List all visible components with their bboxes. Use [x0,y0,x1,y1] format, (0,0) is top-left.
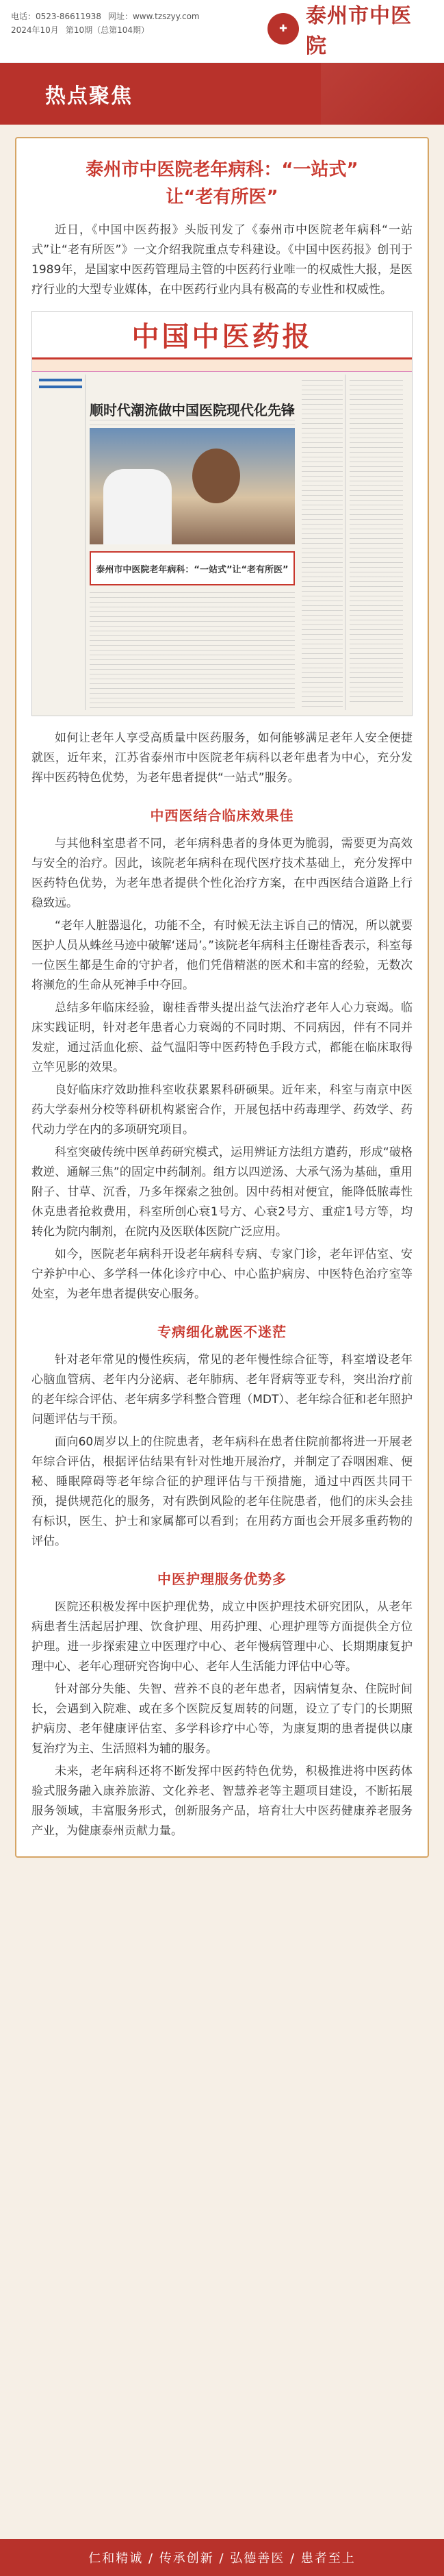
section-heading-1: 中西医结合临床效果佳 [150,807,294,824]
date-text: 2024年10月 [11,25,59,35]
newspaper-right-column [345,375,406,710]
section1-paragraph: 良好临床疗效助推科室收获累累科研硕果。近年来，科室与南京中医药大学泰州分校等科研机构紧密合作，开展包括中药毒理学、药效学、药代动力学在内的多项研究项目。 [31,1083,413,1137]
intro-paragraph-1: 近日，《中国中医药报》头版刊发了《泰州市中医院老年病科“一站式”让“老有所医”》一文介绍我院重点专科建设。《中国中医药报》创刊于1989年，是国家中医药管理局主管的中医药行业唯一的权威性大报，是医疗行业的大型专业媒体，在中医药行业内具有极高的专业性和权威性。 [31,223,413,296]
banner-decoration [321,63,444,125]
header-meta [11,10,207,37]
issue-text: 第10期（总第104期） [65,25,149,35]
section2-paragraph: 面向60周岁以上的住院患者，老年病科在患者住院前都将进一开展老年综合评估，根据评估结果有针对性地开展治疗，并制定了吞咽困难、便秘、睡眠障碍等老年综合征的护理评估与干预措施，通过中西医共同干预，提供规范化的服务，对有跌倒风险的老年住院患者，他们的床头会挂有标识，医生、护士和家属都可以看到；在用药方面也会开展多重药物的评估。 [31,1435,413,1548]
newspaper-text-block [350,380,403,702]
header-bar [0,0,444,63]
section1-paragraph: 与其他科室患者不同，老年病科患者的身体更为脆弱，需要更为高效与安全的治疗。因此，该院老年病科在现代医疗技术基础上，充分发挥中医药特色优势，为老年患者提供个性化治疗方案，在中西医结合道路上行稳致远。 [31,837,413,910]
section1-paragraph: 总结多年临床经验，谢桂香带头提出益气法治疗老年人心力衰竭。临床实践证明，针对老年患者心力衰竭的不同时期、不同病因，伴有不同并发症，通过活血化瘀、益气温阳等中医药特色手段方式，都能在临床取得立竿见影的效果。 [31,1001,413,1074]
article-title-line1: 泰州市中医院老年病科：“一站式” [86,160,358,180]
logo-emblem-icon: ✚ [267,13,299,45]
newspaper-subbar [32,359,412,372]
section-banner [0,63,444,125]
logo-text: 泰州市中医院 [306,4,412,58]
newspaper-tag [39,386,82,388]
article-title [31,156,413,211]
section2-paragraph: 针对老年常见的慢性疾病，常见的老年慢性综合征等，科室增设老年心脑血管病、老年内分泌病、老年肺病、老年肾病等亚专科，突出治疗前的老年综合评估、老年病多学科整合管理（MDT）、老年综合征和老年照护问题评估与干预。 [31,1353,413,1426]
photo-doctor [103,469,172,544]
newspaper-image [31,311,413,716]
footer-slogan: 仁和精诚 / 传承创新 / 弘德善医 / 患者至上 [88,2551,356,2566]
section3-paragraph: 针对部分失能、失智、营养不良的老年患者，因病情复杂、住院时间长，会遇到入院难、或在多个医院反复周转的问题，设立了专门的长期照护病房、老年健康评估室、多学科诊疗中心等，为康复期的患者提供以康复治疗为主、生活照料为辅的服务。 [31,1682,413,1756]
newspaper-text-block [90,592,295,709]
section3-paragraph: 医院还积极发挥中医护理优势，成立中医护理技术研究团队，从老年病患者生活起居护理、饮食护理、用药护理、心理护理等方面提供全方位护理。进一步探索建立中医理疗中心、老年慢病管理中心、长期期康复护理中心、老年心理研究咨询中心、老年人生活能力评估中心等。 [31,1600,413,1674]
section1-paragraph: 科室突破传统中医单药研究模式，运用辨证方法组方遣药，形成“破格救逆、通解三焦”的固定中药制剂。组方以四逆汤、大承气汤为基础，重用附子、甘草、沉香，乃多年探索之独创。因中药相对便宜，能降低脓毒性休克患者抢救费用，科室所创心衰1号方、心衰2号方、重症1号方等，均转化为院内制剂，在院内及医联体医院广泛应用。 [31,1146,413,1239]
section1-paragraph: “老年人脏器退化，功能不全，有时候无法主诉自己的情况，所以就要医护人员从蛛丝马迹中破解‘迷局’。”该院老年病科主任谢桂香表示，科室每一位医生都是生命的守护者，他们凭借精湛的医术和丰富的经验，无数次将濒危的生命从死神手中夺回。 [31,919,413,992]
newspaper-masthead [32,312,412,359]
photo-patient [192,449,240,503]
bottom-spacer [0,2518,444,2539]
section3-paragraph: 未来，老年病科还将不断发挥中医药特色优势，积极推进将中医药体验式服务融入康养旅游、文化养老、智慧养老等主题项目建设，不断拓展服务领域，丰富服务形式，创新服务产品，培育壮大中医药健康养老服务产业，为健康泰州贡献力量。 [31,1765,413,1838]
section-heading-3: 中医护理服务优势多 [157,1571,287,1587]
newspaper-highlight-box: 泰州市中医院老年病科：“一站式”让“老有所医” [90,551,295,585]
newspaper-text-block [302,380,343,709]
intro-paragraph-2: 如何让老年人享受高质量中医药服务，如何能够满足老年人安全便捷就医，近年来，江苏省泰州市中医院老年病科以老年患者为中心，充分发挥中医药特色优势，为老年患者提供“一站式”服务。 [31,731,413,785]
section1-paragraph: 如今，医院老年病科开设老年病科专病、专家门诊，老年评估室、安宁养护中心、多学科一体化诊疗中心、中心监护病房、中医特色治疗室等处室，为老年患者提供安心服务。 [31,1248,413,1301]
newspaper-left-column [36,375,86,710]
article-title-line2: 让“老有所医” [166,187,278,207]
newspaper-headline: 顺时代潮流做中国医院现代化先锋 [90,402,295,418]
article-card [15,137,429,1858]
website-text: 网址：www.tzszyy.com [107,12,200,21]
newspaper-text-block [90,420,295,427]
hospital-logo [267,4,432,58]
newspaper-photo [90,428,295,544]
newspaper-tag [39,379,82,381]
phone-text: 电话：0523-86611938 [11,12,101,21]
banner-title: 热点聚焦 [45,84,133,108]
footer-bar [0,2539,444,2576]
newspaper-masthead-text: 中国中医药报 [131,320,313,353]
section-heading-2: 专病细化就医不迷茫 [157,1324,287,1340]
